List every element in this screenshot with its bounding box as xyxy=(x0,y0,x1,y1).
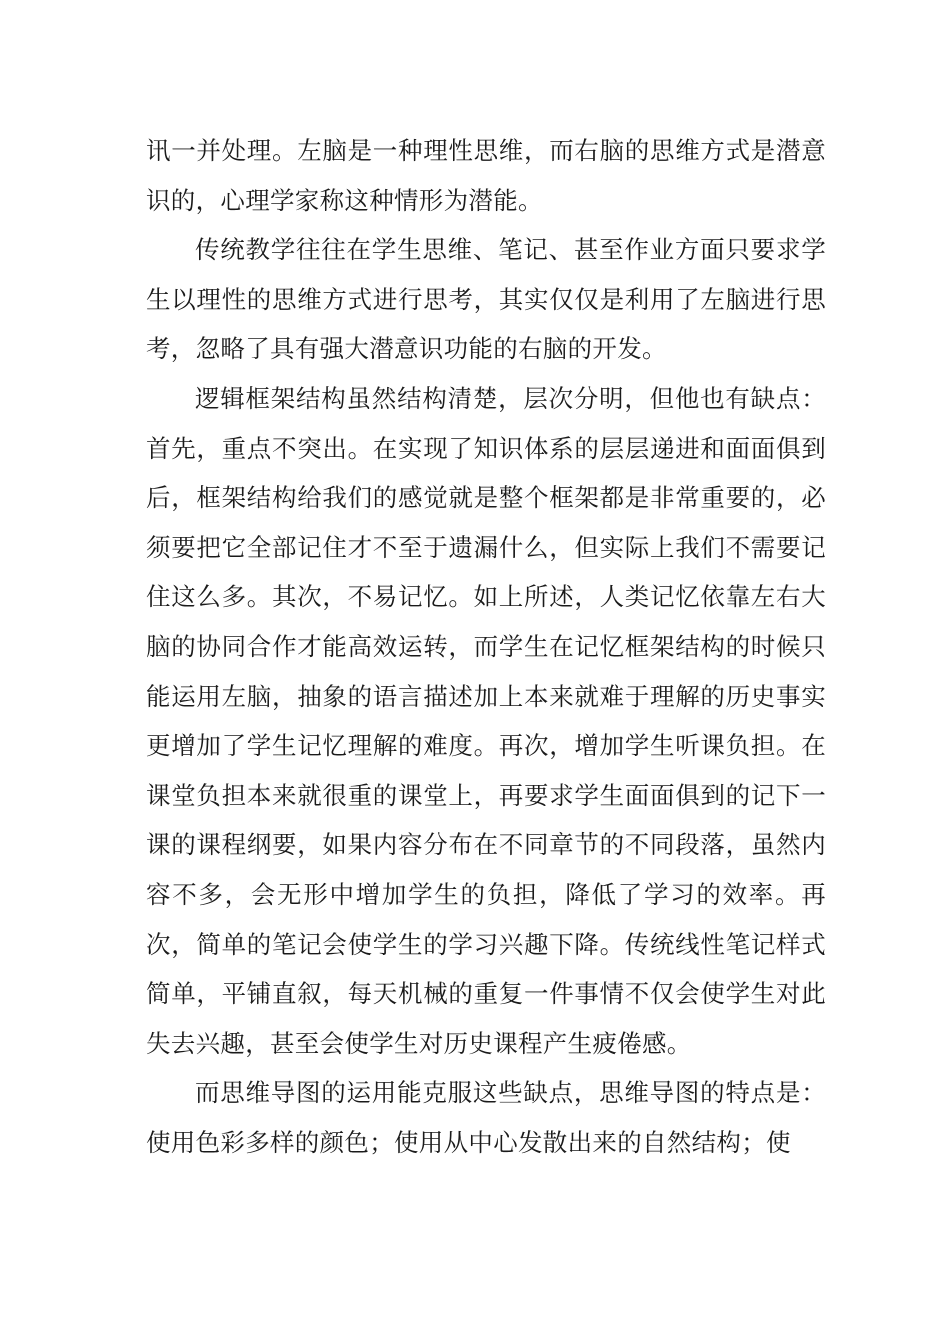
paragraph-traditional-teaching: 传统教学往往在学生思维、笔记、甚至作业方面只要求学生以理性的思维方式进行思考，其实仅仅是利用了左脑进行思考，忽略了具有强大潜意识功能的右脑的开发。 xyxy=(146,235,826,364)
paragraph-continuation: 讯一并处理。左脑是一种理性思维，而右脑的思维方式是潜意识的，心理学家称这种情形为潜能。 xyxy=(146,136,826,215)
paragraph-logic-framework-drawbacks: 逻辑框架结构虽然结构清楚，层次分明，但他也有缺点：首先，重点不突出。在实现了知识体系的层层递进和面面俱到后，框架结构给我们的感觉就是整个框架都是非常重要的，必须要把它全部记住才不至于遗漏什么，但实际上我们不需要记住这么多。其次，不易记忆。如上所述，人类记忆依靠左右大脑的协同合作才能高效运转，而学生在记忆框架结构的时候只能运用左脑，抽象的语言描述加上本来就难于理解的历史事实更增加了学生记忆理解的难度。再次，增加学生听课负担。在课堂负担本来就很重的课堂上，再要求学生面面俱到的记下一课的课程纲要，如果内容分布在不同章节的不同段落，虽然内容不多，会无形中增加学生的负担，降低了学习的效率。再次，简单的笔记会使学生的学习兴趣下降。传统线性笔记样式简单，平铺直叙，每天机械的重复一件事情不仅会使学生对此失去兴趣，甚至会使学生对历史课程产生疲倦感。 xyxy=(146,383,826,1058)
document-page xyxy=(146,126,826,1167)
paragraph-mind-map-features: 而思维导图的运用能克服这些缺点，思维导图的特点是：使用色彩多样的颜色；使用从中心发散出来的自然结构；使 xyxy=(146,1078,826,1157)
